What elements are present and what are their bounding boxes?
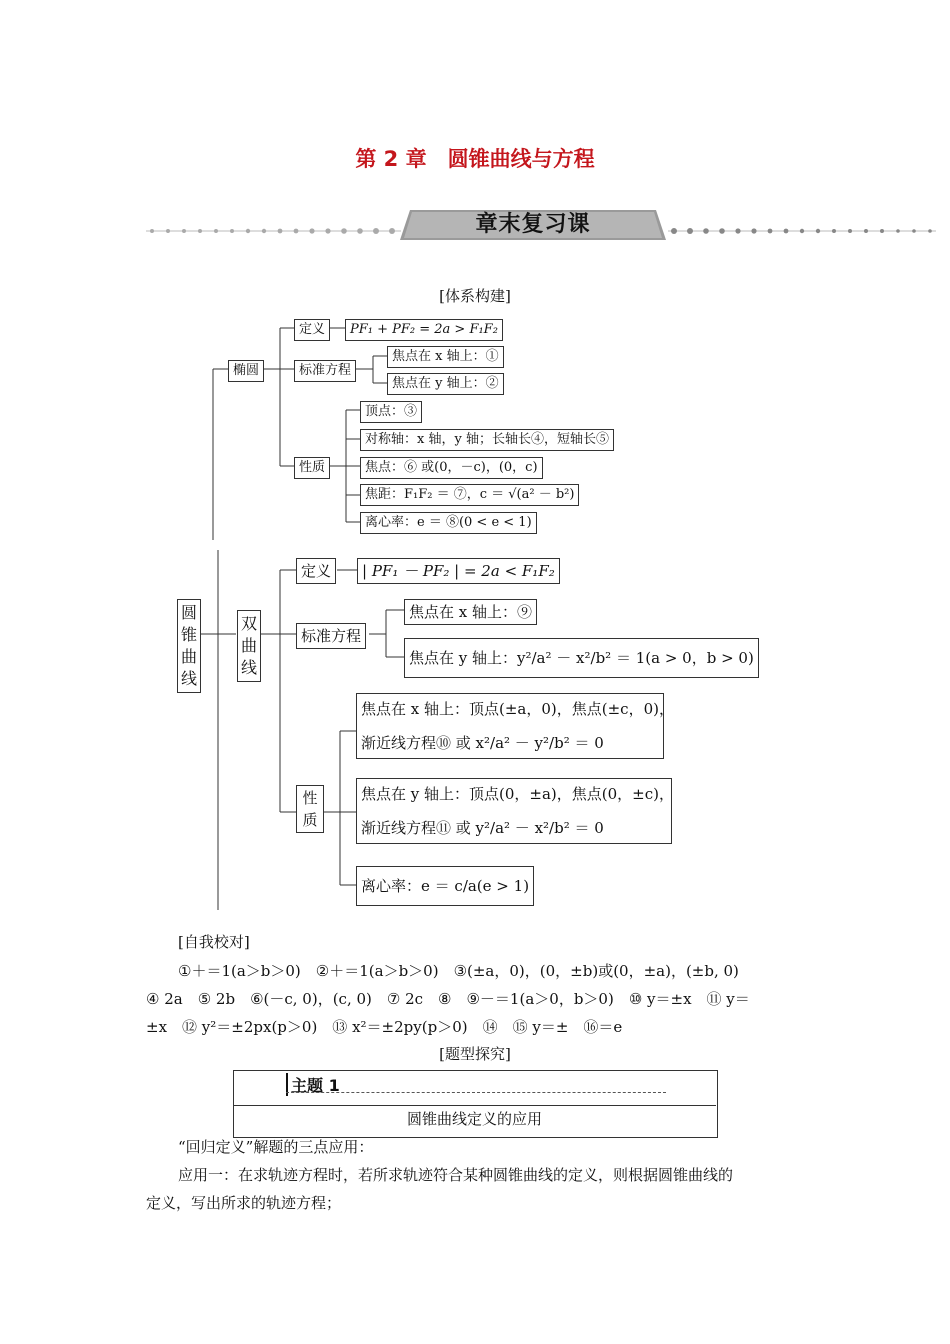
chapter-title: 第 2 章 圆锥曲线与方程	[355, 147, 595, 171]
topic-title: 圆锥曲线定义的应用	[406, 1110, 542, 1128]
ellipse-properties-node: 性质	[294, 457, 330, 479]
body-paragraph-application-1: 应用一：在求轨迹方程时，若所求轨迹符合某种圆锥曲线的定义，则根据圆锥曲线的	[178, 1166, 734, 1184]
hyperbola-node: 双曲线	[237, 610, 261, 682]
topic-label: 主题 1	[286, 1073, 340, 1096]
section-check-heading: [自我校对]	[178, 933, 250, 951]
hyperbola-definition-text: | PF₁ － PF₂ | = 2a < F₁F₂	[357, 558, 560, 584]
banner-dots-right	[668, 225, 936, 237]
answer-line-1: ①＋＝1(a＞b＞0) ②＋＝1(a＞b＞0) ③(±a，0)，(0，±b)或(0，±a)，(±b, 0)	[178, 962, 739, 980]
root-node-conic-sections: 圆锥曲线	[177, 599, 201, 693]
ellipse-prop-axes: 对称轴：x 轴，y 轴；长轴长④，短轴长⑤	[360, 429, 614, 451]
banner-title: 章末复习课	[475, 212, 591, 237]
section-system-heading: [体系构建]	[439, 287, 511, 305]
hyperbola-std-x-axis: 焦点在 x 轴上：⑨	[404, 599, 537, 625]
hyperbola-definition-node: 定义	[296, 558, 336, 584]
ellipse-std-y-axis: 焦点在 y 轴上：②	[387, 373, 504, 395]
hyperbola-prop-x-axis	[356, 693, 674, 759]
hyperbola-standard-equation-node: 标准方程	[296, 623, 366, 649]
body-paragraph-application-1-cont: 定义，写出所求的轨迹方程；	[146, 1194, 342, 1212]
answer-line-2: ④ 2a ⑤ 2b ⑥(－c, 0)，(c, 0) ⑦ 2c ⑧ ⑨－＝1(a＞0，b＞0) ⑩ y＝±x ⑪ y＝	[146, 990, 750, 1008]
section-explore-heading: [题型探究]	[439, 1045, 511, 1063]
hyperbola-properties-node: 性质	[296, 785, 324, 833]
ellipse-prop-foci: 焦点：⑥ 或(0，－c)，(0，c)	[360, 457, 543, 479]
banner-dots-left	[146, 225, 401, 237]
hyperbola-std-y-axis: 焦点在 y 轴上：y²/a² － x²/b² ＝ 1(a > 0，b > 0)	[404, 638, 759, 678]
ellipse-definition-text: PF₁ + PF₂ = 2a > F₁F₂	[345, 319, 503, 341]
hyperbola-prop-eccentricity: 离心率：e ＝ c/a(e > 1)	[356, 866, 534, 906]
ellipse-prop-vertices: 顶点：③	[360, 401, 422, 423]
hyperbola-prop-y-vertices-foci: 焦点在 y 轴上：顶点(0，±a)，焦点(0，±c)，	[361, 785, 674, 803]
topic-divider	[233, 1105, 716, 1106]
hyperbola-prop-y-asymptote: 渐近线方程⑪ 或 y²/a² － x²/b² ＝ 0	[361, 819, 604, 837]
body-paragraph-intro: “回归定义”解题的三点应用：	[178, 1138, 374, 1156]
hyperbola-prop-x-asymptote: 渐近线方程⑩ 或 x²/a² － y²/b² ＝ 0	[361, 734, 604, 752]
ellipse-prop-focal-distance: 焦距：F₁F₂ ＝ ⑦，c ＝ √(a² － b²)	[360, 484, 579, 506]
answer-line-3: ±x ⑫ y²＝±2px(p＞0) ⑬ x²＝±2py(p＞0) ⑭ ⑮ y＝± ⑯＝e	[146, 1018, 623, 1036]
ellipse-node: 椭圆	[228, 360, 264, 382]
ellipse-std-x-axis: 焦点在 x 轴上：①	[387, 346, 504, 368]
hyperbola-prop-y-axis	[356, 778, 672, 844]
ellipse-prop-eccentricity: 离心率：e ＝ ⑧(0 < e < 1)	[360, 512, 537, 534]
ellipse-standard-equation-node: 标准方程	[294, 360, 356, 382]
topic-dashed-rule	[286, 1092, 666, 1093]
hyperbola-prop-x-vertices-foci: 焦点在 x 轴上：顶点(±a，0)，焦点(±c，0)，	[361, 700, 674, 718]
ellipse-definition-node: 定义	[294, 319, 330, 341]
